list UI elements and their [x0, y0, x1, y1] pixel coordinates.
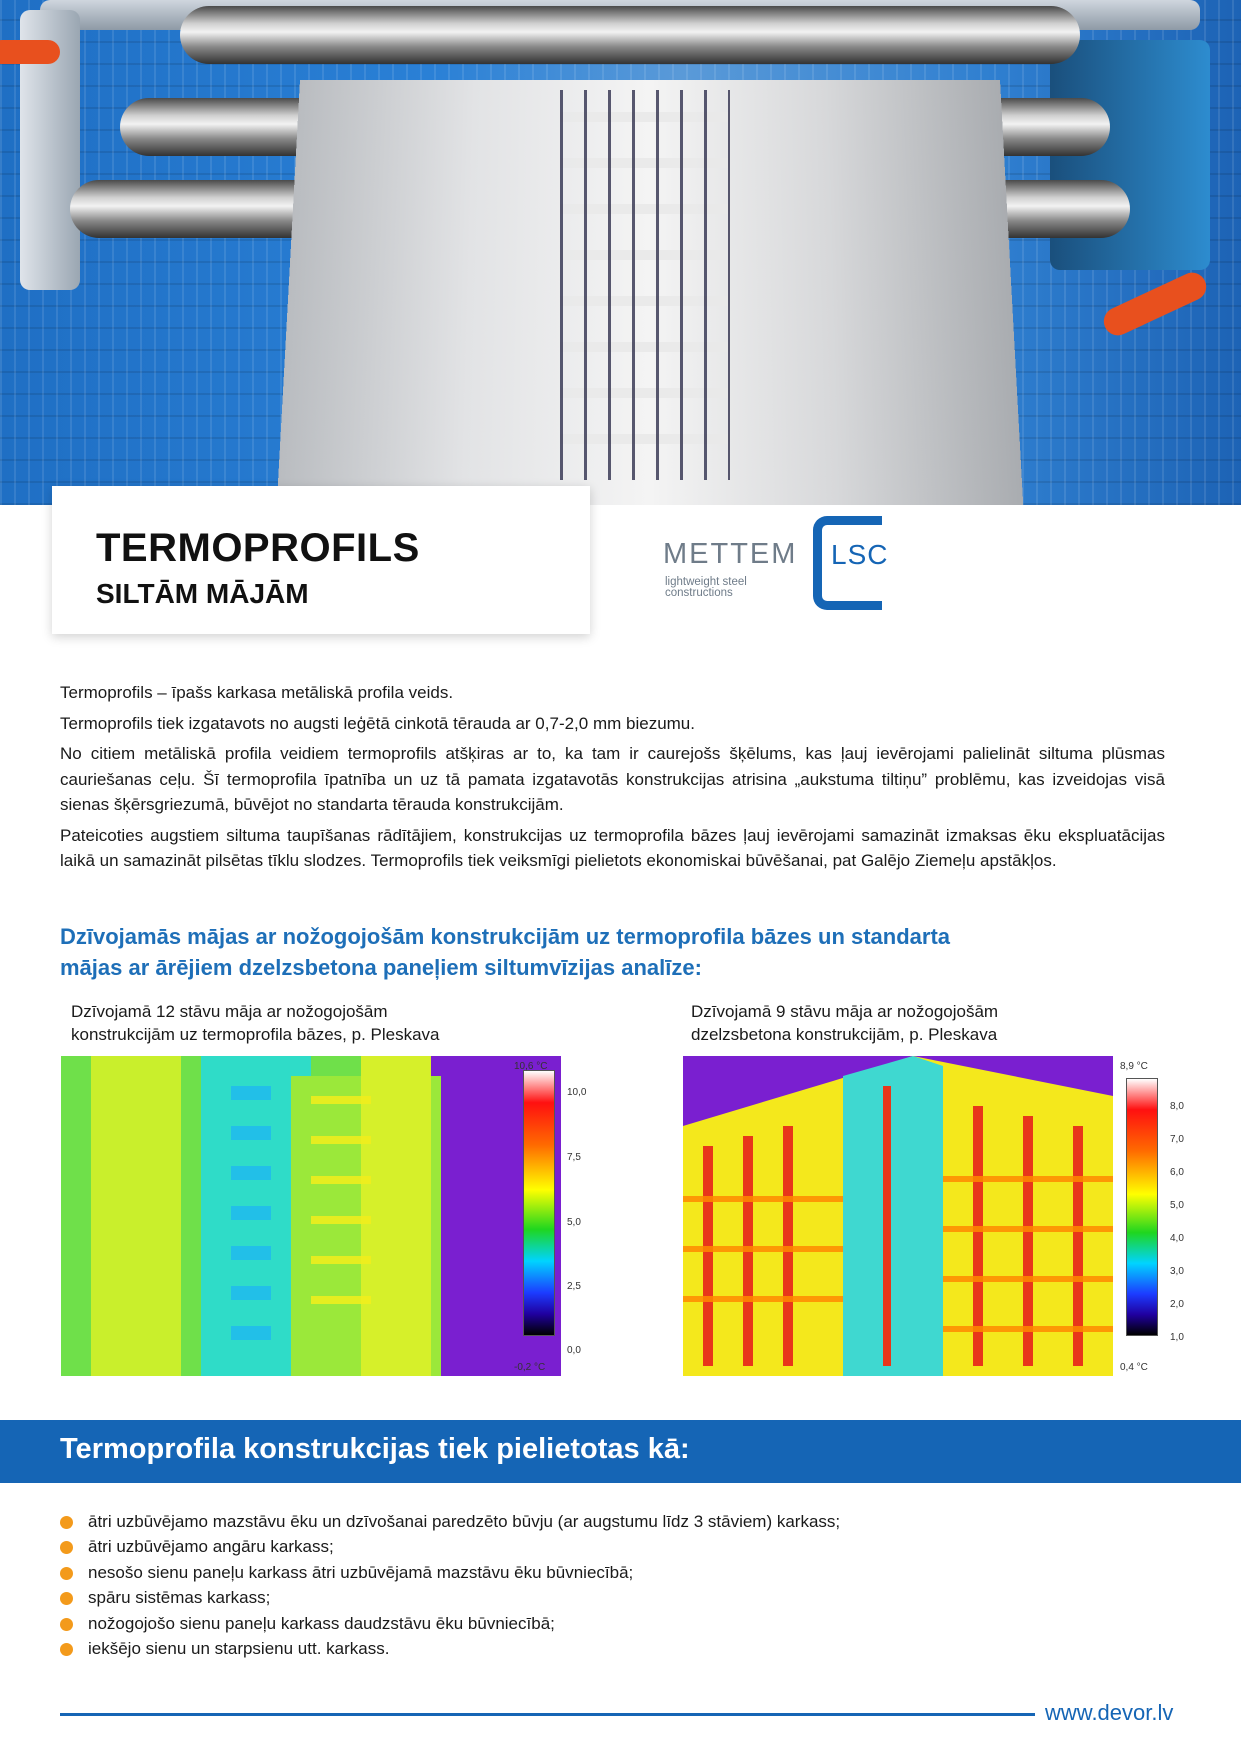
- footer-website-link[interactable]: www.devor.lv: [1045, 1700, 1174, 1725]
- analysis-heading-line1: Dzīvojamās mājas ar nožogojošām konstrukcijām uz termoprofila bāzes un standarta: [60, 924, 951, 949]
- list-item: [60, 1611, 840, 1636]
- mettem-lsc-logo: [663, 516, 903, 606]
- right-temperature-scale: [1126, 1078, 1158, 1336]
- thermal-image-left: [61, 1056, 561, 1376]
- list-item: [60, 1636, 840, 1661]
- bullet-icon: [60, 1567, 73, 1580]
- title-card: [52, 486, 590, 634]
- left-caption-line1: Dzīvojamā 12 stāvu māja ar nožogojošām: [71, 1002, 388, 1021]
- right-scale-tick: 4,0: [1170, 1233, 1184, 1244]
- right-caption-line1: Dzīvojamā 9 stāvu māja ar nožogojošām: [691, 1002, 999, 1021]
- list-item: [60, 1509, 840, 1534]
- logo-brand: LSC: [831, 539, 889, 570]
- page-title: TERMOPROFILS: [96, 526, 420, 570]
- list-item: [60, 1585, 840, 1610]
- right-caption-line2: dzelzsbetona konstrukcijām, p. Pleskava: [691, 1025, 998, 1044]
- footer-divider: [60, 1713, 1035, 1716]
- left-scale-tick: 10,0: [567, 1087, 587, 1098]
- intro-paragraph: Termoprofils – īpašs karkasa metāliskā profila veids.: [60, 683, 454, 702]
- right-image-caption: [691, 1000, 998, 1046]
- hero-photo: [0, 0, 1241, 505]
- page-subtitle: SILTĀM MĀJĀM: [96, 578, 309, 609]
- logo-tagline-line1: lightweight steel: [665, 576, 747, 588]
- left-scale-min: -0,2 °C: [514, 1362, 546, 1373]
- left-scale-tick: 5,0: [567, 1217, 581, 1228]
- left-scale-tick: 0,0: [567, 1345, 581, 1356]
- left-scale-tick: 2,5: [567, 1281, 581, 1292]
- analysis-heading-line2: mājas ar ārējiem dzelzsbetona paneļiem siltumvīzijas analīze:: [60, 955, 702, 980]
- list-item-text: ātri uzbūvējamo angāru karkass;: [88, 1537, 334, 1557]
- list-item: [60, 1560, 840, 1585]
- right-scale-tick: 6,0: [1170, 1167, 1184, 1178]
- uses-heading: Termoprofila konstrukcijas tiek pielietotas kā:: [60, 1433, 690, 1465]
- logo-name: METTEM: [663, 538, 798, 570]
- right-scale-tick: 3,0: [1170, 1266, 1184, 1277]
- left-scale-tick: 7,5: [567, 1152, 581, 1163]
- left-scale-max: 10,6 °C: [514, 1061, 548, 1072]
- bullet-icon: [60, 1541, 73, 1554]
- right-scale-tick: 7,0: [1170, 1134, 1184, 1145]
- list-item-text: nožogojošo sienu paneļu karkass daudzstāvu ēku būvniecībā;: [88, 1613, 555, 1633]
- logo-tagline-line2: constructions: [665, 587, 733, 599]
- right-scale-tick: 8,0: [1170, 1101, 1184, 1112]
- list-item-text: spāru sistēmas karkass;: [88, 1588, 271, 1608]
- right-scale-min: 0,4 °C: [1120, 1362, 1148, 1373]
- right-scale-max: 8,9 °C: [1120, 1061, 1148, 1072]
- left-caption-line2: konstrukcijām uz termoprofila bāzes, p. Pleskava: [71, 1025, 440, 1044]
- bullet-icon: [60, 1643, 73, 1656]
- bullet-icon: [60, 1592, 73, 1605]
- list-item-text: nesošo sienu paneļu karkass ātri uzbūvējamā mazstāvu ēku būvniecībā;: [88, 1562, 634, 1582]
- thermal-building-right: [683, 1056, 1113, 1376]
- intro-paragraph: Pateicoties augstiem siltuma taupīšanas rādītājiem, konstrukcijas uz termoprofila bāzes ļauj ievērojami samazināt izmaksas ēku ekspluatācijas laikā un samazināt pilsētas tīklu slodzes. Termoprofils tiek veiksmīgi pielietots ekonomiskai būvēšanai, pat Galējo Ziemeļu apstākļos.: [60, 825, 1165, 870]
- uses-banner: [0, 1420, 1241, 1483]
- intro-paragraph: No citiem metāliskā profila veidiem termoprofils atšķiras ar to, ka tam ir caurejošs šķēlums, kas ļauj ievērojami palielināt siltuma plūsmas cauriešanas ceļu. Šī termoprofila īpatnība un uz tā pamata izgatavotās konstrukcijas atrisina „aukstuma tiltiņu” problēmu, kas izveidojas visā sienas šķērsgriezumā, būvējot no standarta tērauda konstrukcijām.: [60, 744, 1165, 814]
- left-image-caption: [71, 1000, 440, 1046]
- analysis-heading: [60, 921, 960, 983]
- intro-text: [60, 680, 1165, 879]
- uses-list: [60, 1509, 840, 1661]
- logo-tagline: [665, 577, 795, 599]
- list-item-text: iekšējo sienu un starpsienu utt. karkass.: [88, 1639, 390, 1659]
- right-scale-tick: 5,0: [1170, 1200, 1184, 1211]
- list-item: [60, 1534, 840, 1559]
- right-scale-tick: 2,0: [1170, 1299, 1184, 1310]
- thermal-image-right: [683, 1056, 1183, 1376]
- list-item-text: ātri uzbūvējamo mazstāvu ēku un dzīvošanai paredzēto būvju (ar augstumu līdz 3 stāviem) karkass;: [88, 1512, 841, 1531]
- bullet-icon: [60, 1618, 73, 1631]
- bullet-icon: [60, 1516, 73, 1529]
- right-scale-tick: 1,0: [1170, 1332, 1184, 1343]
- left-temperature-scale: [523, 1070, 555, 1336]
- thermal-building-left: [61, 1056, 561, 1376]
- intro-paragraph: Termoprofils tiek izgatavots no augsti leģētā cinkotā tērauda ar 0,7-2,0 mm biezumu.: [60, 713, 695, 733]
